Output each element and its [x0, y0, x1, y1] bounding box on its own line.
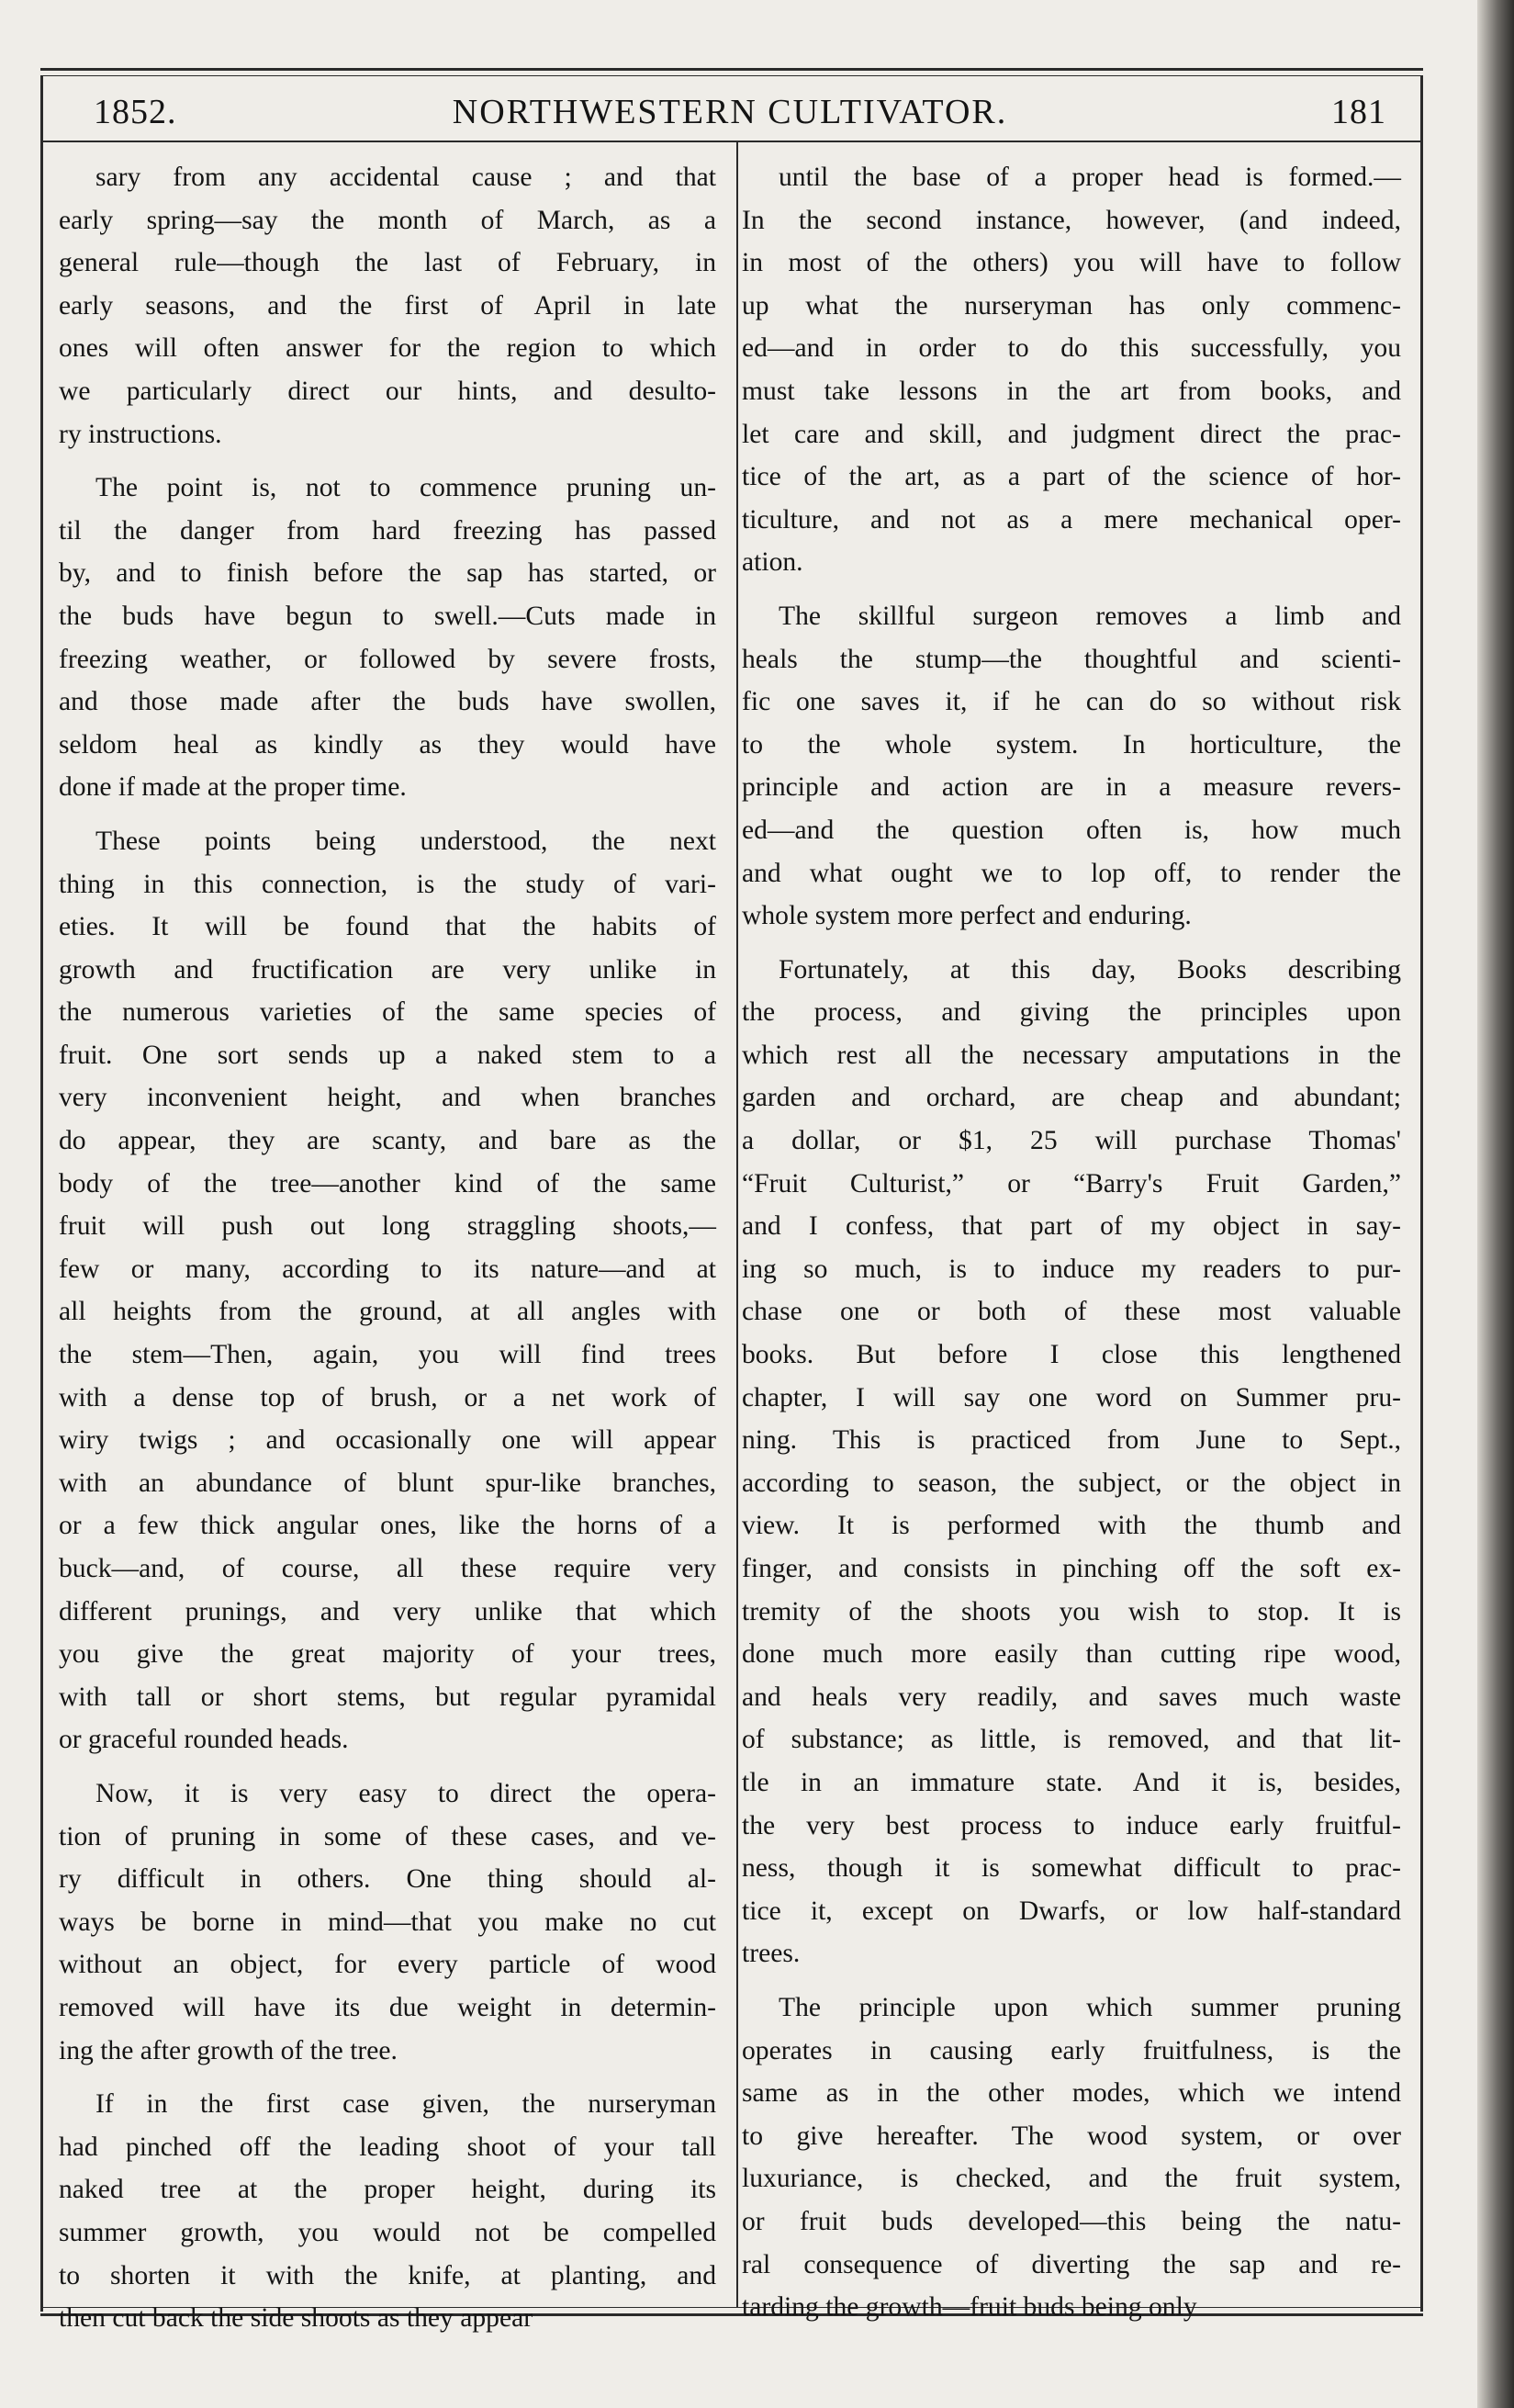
paragraph	[742, 949, 1401, 1975]
text-line: ry instructions.	[59, 419, 222, 449]
text-line: and heals very readily, and saves much waste	[742, 1682, 1401, 1712]
text-line: to shorten it with the knife, at planting, and	[59, 2260, 716, 2290]
text-line: ed—and the question often is, how much	[742, 815, 1401, 845]
text-line: growth and fructification are very unlike in	[59, 954, 716, 985]
text-line: The point is, not to commence pruning un-	[95, 473, 716, 503]
text-line: without an object, for every particle of wood	[59, 1950, 716, 1980]
text-line: up what the nurseryman has only commenc-	[742, 290, 1401, 321]
text-line: Fortunately, at this day, Books describing	[779, 954, 1401, 985]
text-line: the stem—Then, again, you will find trees	[59, 1340, 716, 1370]
text-line: The skillful surgeon removes a limb and	[779, 601, 1401, 631]
text-line: ing so much, is to induce my readers to pur-	[742, 1254, 1401, 1284]
text-line: naked tree at the proper height, during its	[59, 2175, 716, 2205]
paragraph	[742, 1986, 1401, 2329]
text-line: finger, and consists in pinching off the soft ex-	[742, 1554, 1401, 1583]
text-line: ones will often answer for the region to which	[59, 333, 716, 364]
text-line: sary from any accidental cause ; and that	[95, 163, 716, 192]
text-line: ways be borne in mind—that you make no cut	[59, 1907, 716, 1937]
text-line: ness, though it is somewhat difficult to prac-	[742, 1853, 1401, 1884]
text-line: books. But before I close this lengthened	[742, 1340, 1401, 1370]
page-binding-edge	[1477, 0, 1514, 2408]
text-line: or graceful rounded heads.	[59, 1725, 349, 1755]
text-line: In the second instance, however, (and indeed,	[742, 205, 1401, 235]
text-line: chase one or both of these most valuable	[742, 1297, 1401, 1327]
text-line: all heights from the ground, at all angles with	[59, 1297, 716, 1327]
column-divider	[736, 142, 738, 2307]
text-line: wiry twigs ; and occasionally one will appear	[59, 1425, 716, 1456]
text-line: removed will have its due weight in determin-	[59, 1992, 716, 2022]
text-line: ing the after growth of the tree.	[59, 2035, 398, 2065]
text-line: fruit. One sort sends up a naked stem to a	[59, 1040, 716, 1070]
text-line: ticulture, and not as a mere mechanical oper-	[742, 504, 1401, 534]
text-line: you give the great majority of your trees,	[59, 1639, 716, 1670]
text-line: done much more easily than cutting ripe wood,	[742, 1639, 1401, 1670]
text-line: same as in the other modes, which we intend	[742, 2078, 1401, 2109]
text-line: let care and skill, and judgment direct the prac-	[742, 419, 1401, 449]
text-line: with a dense top of brush, or a net work of	[59, 1382, 716, 1412]
text-line: tarding the growth—fruit buds being only	[742, 2292, 1197, 2323]
page-number: 181	[1331, 93, 1386, 131]
text-line: to the whole system. In horticulture, the	[742, 729, 1401, 760]
text-line: tion of pruning in some of these cases, and ve-	[59, 1821, 716, 1851]
text-line: luxuriance, is checked, and the fruit system,	[742, 2164, 1401, 2194]
text-line: principle and action are in a measure revers-	[742, 772, 1401, 803]
left-column	[59, 156, 716, 2340]
text-line: of substance; as little, is removed, and that lit-	[742, 1725, 1401, 1755]
text-line: fruit will push out long straggling shoots,—	[59, 1211, 716, 1242]
text-line: to give hereafter. The wood system, or over	[742, 2121, 1401, 2151]
text-line: ry difficult in others. One thing should al-	[59, 1864, 716, 1895]
text-line: til the danger from hard freezing has passed	[59, 515, 716, 546]
text-line: we particularly direct our hints, and desulto-	[59, 376, 716, 406]
paragraph	[59, 1772, 716, 2072]
text-line: with tall or short stems, but regular pyramidal	[59, 1682, 716, 1712]
text-line: The principle upon which summer pruning	[779, 1992, 1401, 2022]
text-line: which rest all the necessary amputations in the	[742, 1040, 1401, 1070]
text-line: ning. This is practiced from June to Sept.,	[742, 1425, 1401, 1456]
right-column	[742, 156, 1401, 2329]
text-line: the very best process to induce early fruitful-	[742, 1810, 1401, 1840]
text-line: until the base of a proper head is formed.—	[779, 163, 1401, 192]
text-line: tremity of the shoots you wish to stop. It is	[742, 1596, 1401, 1626]
text-line: and I confess, that part of my object in say-	[742, 1211, 1401, 1242]
text-line: tle in an immature state. And it is, besides,	[742, 1767, 1401, 1797]
publication-title: NORTHWESTERN CULTIVATOR.	[452, 93, 1008, 131]
text-line: by, and to finish before the sap has started, or	[59, 558, 716, 589]
text-line: heals the stump—the thoughtful and scienti-	[742, 644, 1401, 674]
text-line: These points being understood, the next	[95, 826, 716, 856]
text-line: ral consequence of diverting the sap and re-	[742, 2249, 1401, 2279]
text-line: whole system more perfect and enduring.	[742, 901, 1192, 931]
text-line: and what ought we to lop off, to render the	[742, 858, 1401, 888]
top-rule	[40, 68, 1423, 71]
paragraph	[742, 595, 1401, 938]
text-line: thing in this connection, is the study of vari-	[59, 869, 716, 899]
text-line: according to season, the subject, or the object in	[742, 1468, 1401, 1498]
text-line: Now, it is very easy to direct the opera-	[95, 1778, 716, 1808]
text-line: If in the first case given, the nurseryman	[95, 2089, 716, 2120]
text-line: few or many, according to its nature—and at	[59, 1254, 716, 1284]
paragraph	[59, 156, 716, 456]
text-line: and those made after the buds have swollen,	[59, 687, 716, 717]
text-line: “Fruit Culturist,” or “Barry's Fruit Garden,”	[742, 1168, 1401, 1198]
text-line: the numerous varieties of the same species of	[59, 997, 716, 1028]
paragraph	[742, 156, 1401, 584]
text-line: tice of the art, as a part of the science of hor-	[742, 462, 1401, 492]
text-line: early seasons, and the first of April in late	[59, 290, 716, 321]
text-line: general rule—though the last of February, in	[59, 248, 716, 278]
text-line: tice it, except on Dwarfs, or low half-standard	[742, 1896, 1401, 1926]
paragraph	[59, 467, 716, 809]
text-line: fic one saves it, if he can do so without risk	[742, 687, 1401, 717]
running-header	[55, 84, 1405, 140]
text-line: a dollar, or $1, 25 will purchase Thomas'	[742, 1126, 1401, 1156]
text-line: seldom heal as kindly as they would have	[59, 729, 716, 760]
text-line: do appear, they are scanty, and bare as the	[59, 1126, 716, 1156]
text-line: operates in causing early fruitfulness, is the	[742, 2035, 1401, 2065]
text-line: the process, and giving the principles upon	[742, 997, 1401, 1028]
header-year: 1852.	[94, 93, 177, 131]
text-line: buck—and, of course, all these require very	[59, 1554, 716, 1583]
text-line: must take lessons in the art from books, and	[742, 376, 1401, 406]
text-line: then cut back the side shoots as they appear	[59, 2303, 533, 2334]
text-line: or fruit buds developed—this being the natu-	[742, 2206, 1401, 2236]
text-line: had pinched off the leading shoot of your tall	[59, 2132, 716, 2162]
text-line: body of the tree—another kind of the same	[59, 1168, 716, 1198]
text-line: the buds have begun to swell.—Cuts made in	[59, 601, 716, 631]
text-line: in most of the others) you will have to follow	[742, 248, 1401, 278]
text-line: view. It is performed with the thumb and	[742, 1511, 1401, 1541]
header-rule	[40, 141, 1423, 142]
paragraph	[59, 820, 716, 1761]
text-line: early spring—say the month of March, as a	[59, 205, 716, 235]
text-line: very inconvenient height, and when branches	[59, 1083, 716, 1113]
text-line: summer growth, you would not be compelled	[59, 2217, 716, 2247]
text-line: garden and orchard, are cheap and abundant;	[742, 1083, 1401, 1113]
text-line: eties. It will be found that the habits of	[59, 912, 716, 942]
text-line: different prunings, and very unlike that which	[59, 1596, 716, 1626]
text-line: done if made at the proper time.	[59, 772, 407, 803]
text-line: or a few thick angular ones, like the horns of a	[59, 1511, 716, 1541]
text-line: trees.	[742, 1939, 801, 1969]
text-line: freezing weather, or followed by severe frosts,	[59, 644, 716, 674]
text-line: ation.	[742, 547, 803, 578]
text-line: chapter, I will say one word on Summer pru-	[742, 1382, 1401, 1412]
text-line: ed—and in order to do this successfully, you	[742, 333, 1401, 364]
paragraph	[59, 2083, 716, 2340]
text-line: with an abundance of blunt spur-like branches,	[59, 1468, 716, 1498]
